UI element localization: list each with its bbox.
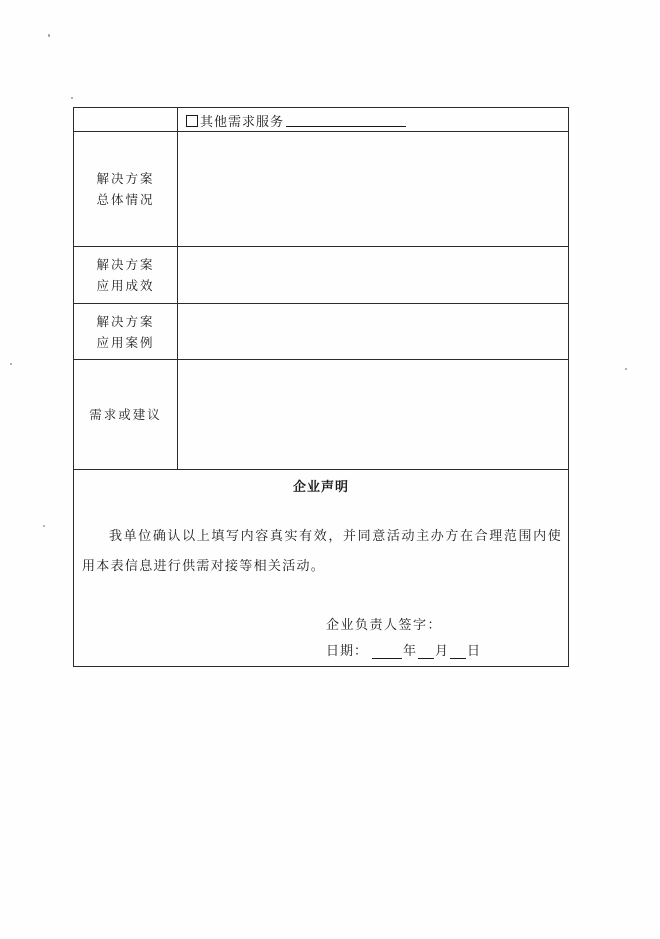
other-service-cell [178, 108, 568, 131]
signature-label: 企业负责人签字： [326, 618, 443, 633]
requirements-row [74, 360, 568, 470]
declaration-body: 我单位确认以上填写内容真实有效，并同意活动主办方在合理范围内使用本表信息进行供需对接等相关活动。 [82, 529, 562, 574]
solution-case-label [74, 304, 178, 359]
solution-overview-label [74, 132, 178, 246]
day-label: 日 [467, 644, 482, 659]
solution-effect-field[interactable] [178, 247, 568, 303]
year-blank[interactable] [372, 646, 402, 659]
scan-speck [48, 34, 50, 37]
date-line [326, 640, 481, 659]
solution-overview-field[interactable] [178, 132, 568, 246]
declaration-title: 企业声明 [292, 480, 349, 495]
label-line: 需求或建议 [89, 407, 162, 422]
date-label: 日期： [326, 644, 369, 659]
other-service-label: 其他需求服务 [200, 115, 285, 130]
solution-overview-row [74, 132, 568, 247]
solution-effect-row [74, 247, 568, 304]
info-form-table [73, 107, 569, 667]
solution-case-field[interactable] [178, 304, 568, 359]
scan-speck [71, 97, 73, 99]
other-service-blank[interactable] [286, 114, 406, 127]
label-line: 应用成效 [96, 278, 155, 293]
day-blank[interactable] [450, 646, 466, 659]
declaration-section [74, 470, 568, 666]
solution-effect-label [74, 247, 178, 303]
scan-speck [10, 363, 12, 365]
requirements-label [74, 360, 178, 469]
month-label: 月 [435, 644, 450, 659]
label-line: 解决方案 [96, 313, 155, 329]
scan-speck [43, 525, 45, 527]
label-line: 解决方案 [96, 257, 155, 272]
other-service-option[interactable] [186, 111, 406, 130]
other-service-row [74, 108, 568, 132]
month-blank[interactable] [418, 646, 434, 659]
year-label: 年 [403, 644, 418, 659]
solution-case-row [74, 304, 568, 360]
empty-label-cell [74, 108, 178, 131]
label-line: 总体情况 [96, 192, 155, 207]
label-line: 应用案例 [96, 334, 155, 350]
scan-speck [625, 368, 627, 370]
label-line: 解决方案 [96, 171, 155, 186]
requirements-field[interactable] [178, 360, 568, 469]
other-service-checkbox[interactable] [186, 115, 198, 127]
